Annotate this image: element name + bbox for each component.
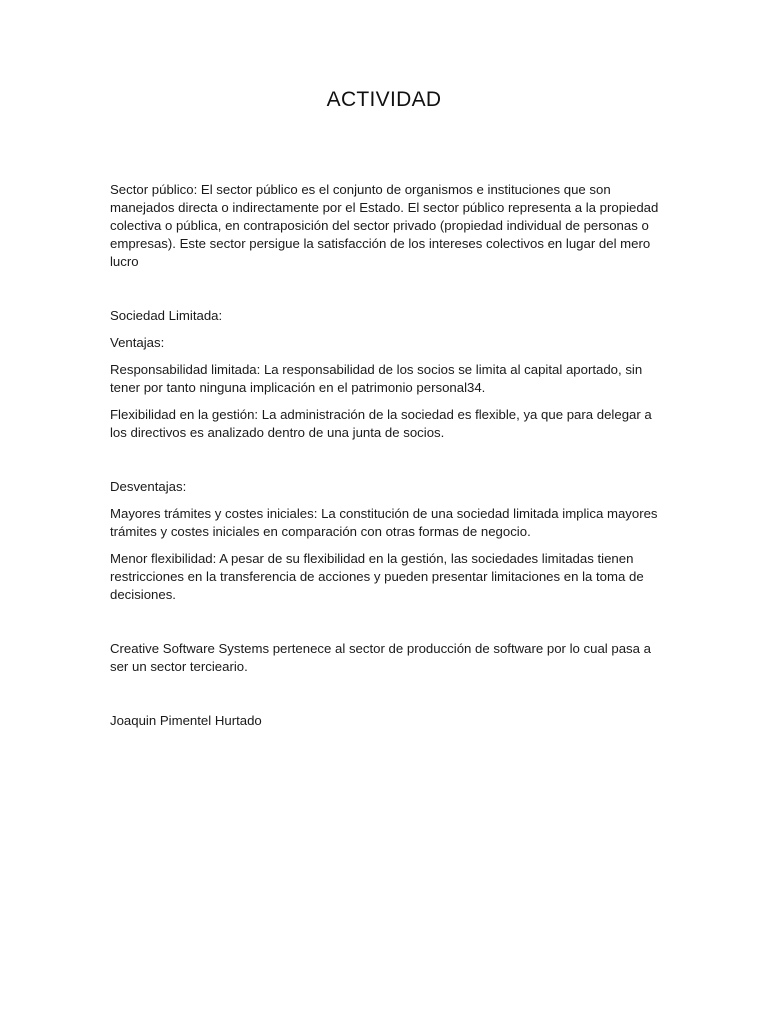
creative-software-paragraph: Creative Software Systems pertenece al sector de producción de software por lo cual pasa a ser un sector tercieario. [110, 641, 651, 674]
author-name: Joaquin Pimentel Hurtado [110, 713, 262, 728]
ventaja-responsabilidad-limitada: Responsabilidad limitada: La responsabilidad de los socios se limita al capital aportado, sin tener por tanto ninguna implicación en el patrimonio personal34. [110, 362, 643, 395]
desventajas-heading: Desventajas: [110, 479, 187, 494]
document-title: ACTIVIDAD [326, 88, 442, 111]
ventajas-heading: Ventajas: [110, 335, 165, 350]
desventaja-tramites-costes: Mayores trámites y costes iniciales: La constitución de una sociedad limitada implica mayores trámites y costes iniciales en comparación con otras formas de negocio. [110, 506, 658, 539]
sociedad-limitada-heading: Sociedad Limitada: [110, 308, 223, 323]
document-body [110, 181, 662, 730]
ventaja-flexibilidad-gestion: Flexibilidad en la gestión: La administración de la sociedad es flexible, ya que para delegar a los directivos es analizado dentro de una junta de socios. [110, 407, 652, 440]
sector-publico-paragraph: Sector público: El sector público es el conjunto de organismos e instituciones que son manejados directa o indirectamente por el Estado. El sector público representa a la propiedad colectiva o pública, en contraposición del sector privado (propiedad individual de personas o empresas). Este sector persigue la satisfacción de los intereses colectivos en lugar del mero lucro [110, 182, 659, 269]
desventaja-menor-flexibilidad: Menor flexibilidad: A pesar de su flexibilidad en la gestión, las sociedades limitadas tienen restricciones en la transferencia de acciones y pueden presentar limitaciones en la toma de decisiones. [110, 551, 644, 602]
